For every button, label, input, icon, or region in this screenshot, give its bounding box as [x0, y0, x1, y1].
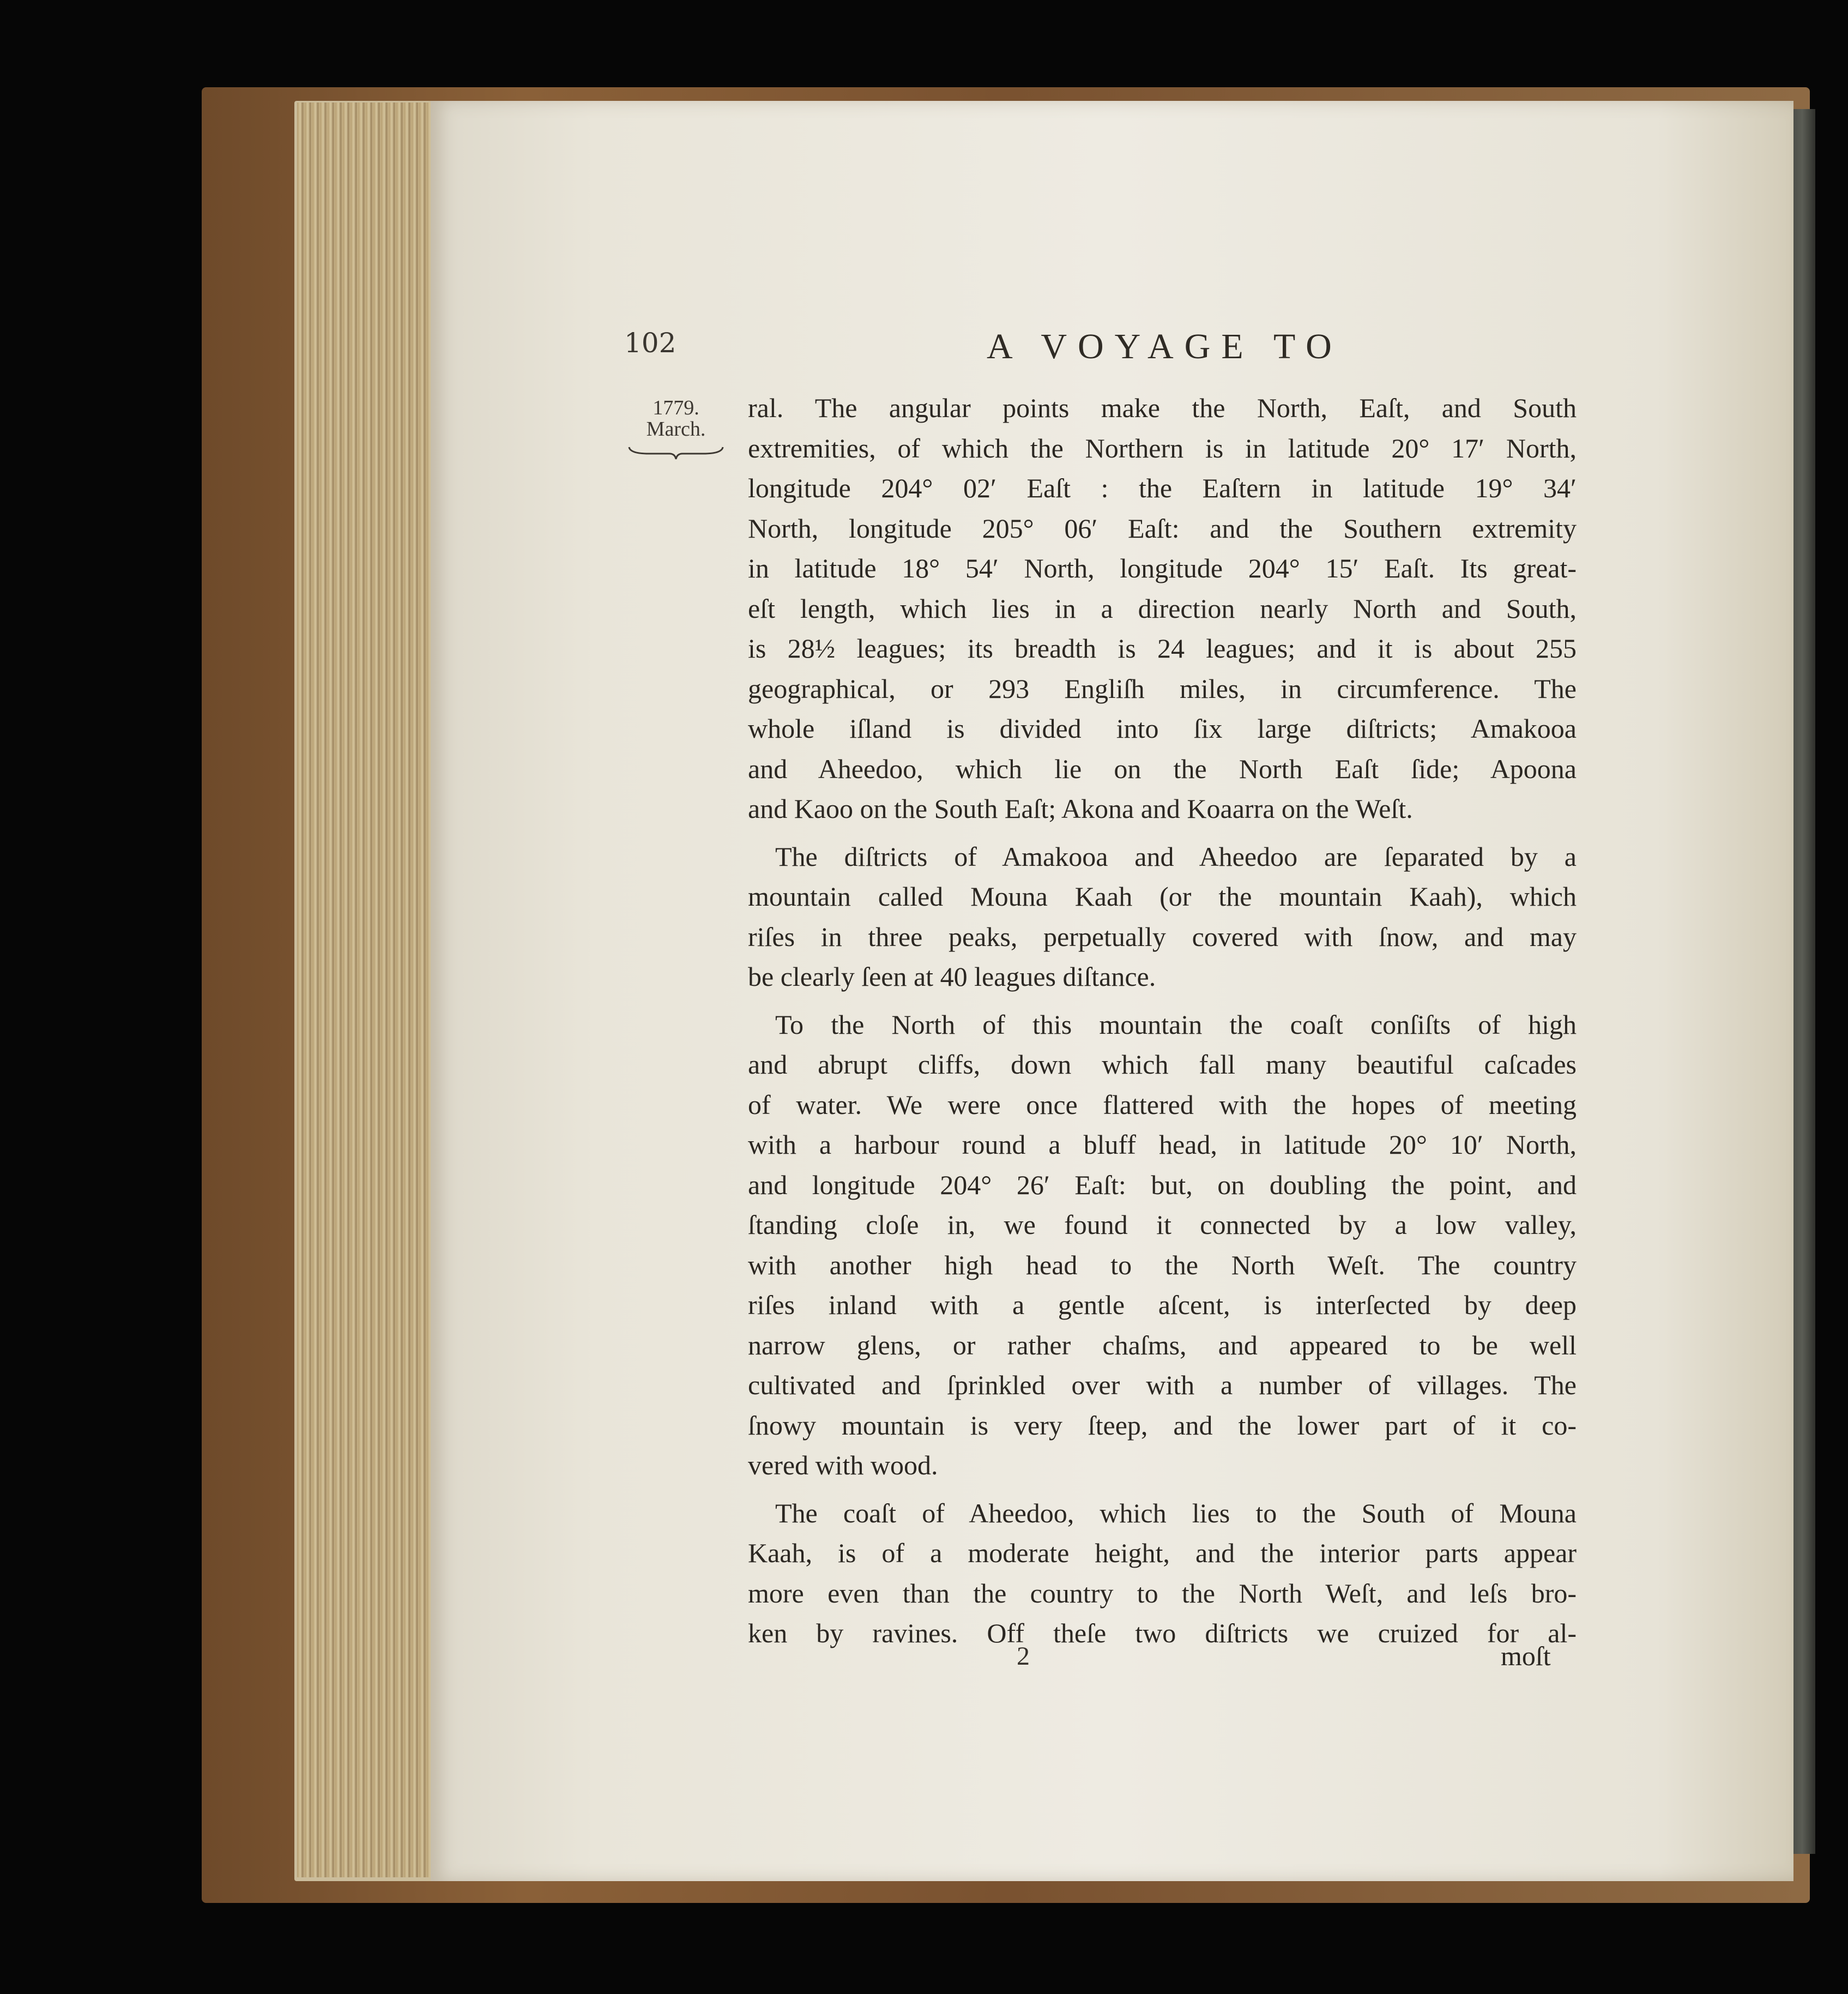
text-line: riſes in three peaks, perpetually covered with ſnow, and may — [748, 921, 1577, 952]
text-line: ral. The angular points make the North, Eaſt, and South — [748, 393, 1577, 423]
text-line: cultivated and ſprinkled over with a number of villages. The — [748, 1370, 1577, 1400]
text-line: ſtanding cloſe in, we found it connected by a low valley, — [748, 1209, 1577, 1240]
text-line: ken by ravines. Off theſe two diſtricts we cruized for al- — [748, 1618, 1577, 1648]
text-line: of water. We were once flattered with the hopes of meeting — [748, 1089, 1577, 1120]
body-text — [748, 388, 1577, 1654]
text-line: extremities, of which the Northern is in latitude 20° 17′ North, — [748, 432, 1577, 463]
text-line: be clearly ſeen at 40 leagues diſtance. — [748, 961, 1156, 992]
margin-month: March. — [646, 418, 706, 441]
paragraph-2 — [748, 837, 1577, 997]
text-line: riſes inland with a gentle aſcent, is interſected by deep — [748, 1290, 1577, 1320]
paragraph-4 — [748, 1493, 1577, 1654]
text-line: with a harbour round a bluff head, in latitude 20° 10′ North, — [748, 1129, 1577, 1160]
text-line: North, longitude 205° 06′ Eaſt: and the Southern extremity — [748, 513, 1577, 544]
paragraph-gap — [748, 997, 1577, 1005]
paragraph-3 — [748, 1005, 1577, 1486]
catchword: moſt — [1501, 1641, 1551, 1671]
text-line: geographical, or 293 Engliſh miles, in circumference. The — [748, 673, 1577, 704]
margin-date-note — [621, 397, 730, 460]
page-number: 102 — [624, 327, 677, 359]
text-line: longitude 204° 02′ Eaſt : the Eaſtern in latitude 19° 34′ — [748, 473, 1577, 503]
paragraph-1 — [748, 388, 1577, 829]
text-line: eſt length, which lies in a direction nearly North and South, — [748, 593, 1577, 624]
text-line: and Aheedoo, which lie on the North Eaſt ſide; Apoona — [748, 753, 1577, 784]
text-line: The coaſt of Aheedoo, which lies to the South of Mouna — [775, 1497, 1577, 1528]
text-line: narrow glens, or rather chaſms, and appeared to be well — [748, 1329, 1577, 1360]
page-fore-edge — [297, 103, 439, 1877]
running-head: A VOYAGE TO — [987, 327, 1343, 366]
text-line: with another high head to the North Weſt. The country — [748, 1249, 1577, 1280]
margin-year: 1779. — [653, 396, 699, 419]
text-line: The diſtricts of Amakooa and Aheedoo are ſeparated by a — [775, 841, 1577, 872]
text-line: more even than the country to the North Weſt, and leſs bro- — [748, 1577, 1577, 1609]
text-line: is 28½ leagues; its breadth is 24 leagues; and it is about 255 — [748, 633, 1577, 664]
text-line: vered with wood. — [748, 1450, 938, 1480]
paragraph-gap — [748, 829, 1577, 837]
text-line: Kaah, is of a moderate height, and the interior parts appear — [748, 1538, 1577, 1568]
text-line: ſnowy mountain is very ſteep, and the lower part of it co- — [748, 1409, 1577, 1441]
signature-mark: 2 — [1017, 1642, 1030, 1671]
text-line: in latitude 18° 54′ North, longitude 204° 15′ Eaſt. Its great- — [748, 553, 1577, 583]
text-line: and abrupt cliffs, down which fall many beautiful caſcades — [748, 1049, 1577, 1080]
margin-brace-icon — [627, 446, 725, 460]
paragraph-gap — [748, 1486, 1577, 1493]
text-line: whole iſland is divided into ſix large diſtricts; Amakooa — [748, 713, 1577, 744]
text-line: and Kaoo on the South Eaſt; Akona and Koaarra on the Weſt. — [748, 793, 1413, 824]
text-line: mountain called Mouna Kaah (or the mountain Kaah), which — [748, 881, 1577, 912]
text-line: To the North of this mountain the coaſt conſiſts of high — [775, 1009, 1577, 1040]
text-line: and longitude 204° 26′ Eaſt: but, on doubling the point, and — [748, 1169, 1577, 1200]
